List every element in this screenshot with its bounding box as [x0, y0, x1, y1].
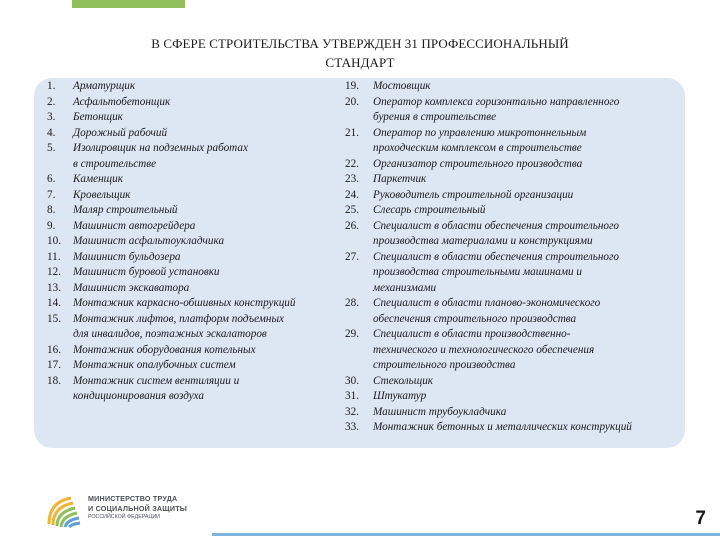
list-item-number: 20. [345, 95, 359, 108]
list-item [47, 172, 347, 188]
list-item-text: Специалист в области обеспечения строительного [373, 250, 619, 263]
list-item-number: 25. [345, 204, 359, 216]
list-item [47, 281, 347, 297]
list-item-text: Машинист трубоукладчика [373, 405, 507, 418]
list-item-number: 28. [345, 297, 359, 309]
list-item-text: Стекольщик [373, 374, 434, 387]
list-item [345, 95, 683, 111]
list-item-number: 24. [345, 188, 359, 201]
page-title [60, 34, 660, 72]
ministry-line-1: МИНИСТЕРСТВО ТРУДА [88, 494, 178, 503]
list-item [47, 219, 347, 235]
list-item [345, 250, 683, 266]
list-item-text: Машинист автогрейдера [73, 219, 196, 232]
list-item-number: 12. [47, 266, 61, 278]
list-item [47, 265, 347, 281]
footer-divider [212, 533, 720, 536]
list-item-text: Оператор по управлению микротоннельным [373, 126, 587, 139]
list-item [345, 265, 683, 281]
list-item [345, 296, 683, 312]
list-item-number: 23. [345, 173, 359, 185]
list-item [345, 281, 683, 297]
list-item-text: Монтажник систем вентиляции и [73, 374, 240, 387]
list-item-number: 1. [47, 80, 56, 92]
list-item [47, 234, 347, 250]
list-item-number: 29. [345, 328, 359, 340]
list-item [345, 234, 683, 250]
ministry-line-3: РОССИЙСКОЙ ФЕДЕРАЦИИ [88, 514, 160, 520]
list-item-text: Дорожный рабочий [73, 126, 168, 139]
list-item [47, 141, 347, 157]
list-item-text: механизмами [373, 281, 437, 294]
list-item-text: проходческим комплексом в строительстве [373, 142, 582, 154]
list-item [47, 374, 347, 390]
list-item [47, 110, 347, 126]
list-item-number: 32. [345, 405, 359, 418]
list-item-text: Монтажник оборудования котельных [73, 343, 256, 356]
list-item-number: 3. [47, 111, 56, 123]
list-item [47, 296, 347, 312]
list-item-text: в строительстве [73, 157, 157, 170]
list-item-text: Мостовщик [373, 80, 431, 92]
list-item-number: 30. [345, 374, 359, 387]
list-item [345, 358, 683, 374]
list-item [345, 420, 683, 436]
list-item-text: Организатор строительного производства [373, 157, 583, 170]
list-item [47, 389, 347, 405]
list-item [47, 203, 347, 219]
list-item-number: 22. [345, 157, 359, 170]
list-item-number: 17. [47, 359, 61, 371]
list-item [345, 389, 683, 405]
list-item-number: 31. [345, 390, 359, 402]
list-item-text: Монтажник опалубочных систем [73, 359, 236, 371]
list-item-text: Арматурщик [73, 80, 136, 92]
list-item-text: технического и технологического обеспечения [373, 343, 595, 356]
list-item-text: производства материалами и конструкциями [373, 235, 593, 247]
ministry-name [88, 494, 187, 521]
list-item-text: Кровельщик [73, 188, 131, 201]
list-item-text: Маляр строительный [73, 204, 178, 216]
list-item [345, 172, 683, 188]
list-item-text: Монтажник каркасно-обшивных конструкций [73, 297, 296, 309]
list-item [345, 141, 683, 157]
list-item [47, 126, 347, 142]
list-item-text: Бетонщик [73, 111, 123, 123]
list-item-text: Изолировщик на подземных работах [73, 142, 248, 154]
list-item-number: 19. [345, 80, 359, 92]
list-item-text: Асфальтобетонщик [73, 95, 171, 108]
list-item-number: 14. [47, 297, 61, 309]
list-item [47, 343, 347, 359]
left-standards-list [47, 79, 347, 405]
list-item-text: Оператор комплекса горизонтально направленного [373, 95, 620, 108]
list-item-text: обеспечения строительного производства [373, 312, 577, 325]
list-item-text: Машинист бульдозера [73, 250, 181, 263]
list-item [345, 126, 683, 142]
list-item-text: для инвалидов, поэтажных эскалаторов [73, 328, 267, 340]
list-item-text: Машинист буровой установки [73, 266, 220, 278]
list-item-number: 33. [345, 421, 359, 433]
list-item-number: 21. [345, 126, 359, 139]
list-item-number: 2. [47, 95, 56, 108]
list-item [345, 374, 683, 390]
list-item-number: 13. [47, 281, 61, 294]
list-item-number: 27. [345, 250, 359, 263]
list-item [47, 358, 347, 374]
list-item-number: 8. [47, 204, 56, 216]
list-item [47, 95, 347, 111]
list-item [345, 405, 683, 421]
list-item-text: производства строительными машинами и [373, 266, 583, 278]
list-item-text: бурения в строительстве [373, 111, 497, 123]
list-item-text: Слесарь строительный [373, 204, 486, 216]
list-item-text: Специалист в области производственно- [373, 328, 571, 340]
list-item [345, 343, 683, 359]
title-line-1: В СФЕРЕ СТРОИТЕЛЬСТВА УТВЕРЖДЕН 31 ПРОФЕССИОНАЛЬНЫЙ [151, 36, 569, 51]
list-item-text: строительного производства [373, 359, 516, 371]
list-item [47, 157, 347, 173]
list-item [345, 157, 683, 173]
list-item-number: 15. [47, 312, 61, 325]
list-item [345, 79, 683, 95]
list-item-text: Каменщик [73, 173, 123, 185]
list-item [345, 219, 683, 235]
list-item [345, 327, 683, 343]
list-item-number: 5. [47, 142, 56, 154]
page-number: 7 [695, 508, 706, 529]
list-item [345, 188, 683, 204]
list-item [47, 312, 347, 328]
list-item-text: Штукатур [373, 390, 427, 402]
list-item-number: 9. [47, 219, 56, 232]
list-item [47, 188, 347, 204]
list-item-text: Паркетчик [373, 173, 427, 185]
ministry-logo-icon [45, 494, 81, 528]
list-item [345, 110, 683, 126]
top-accent-bar [72, 0, 185, 8]
right-standards-list [345, 79, 683, 436]
list-item-text: Специалист в области планово-экономического [373, 297, 601, 309]
list-item [345, 203, 683, 219]
list-item-number: 4. [47, 126, 56, 139]
ministry-line-2: И СОЦИАЛЬНОЙ ЗАЩИТЫ [88, 503, 188, 513]
list-item-number: 7. [47, 188, 56, 201]
list-item-text: Машинист экскаватора [73, 281, 190, 294]
list-item-text: кондиционирования воздуха [73, 390, 204, 402]
list-item-text: Руководитель строительной организации [373, 188, 574, 201]
list-item-number: 16. [47, 343, 61, 356]
list-item-number: 6. [47, 173, 56, 185]
list-item-number: 10. [47, 235, 61, 247]
list-item [47, 327, 347, 343]
list-item [47, 79, 347, 95]
list-item-text: Специалист в области обеспечения строительного [373, 219, 619, 232]
list-item-number: 18. [47, 374, 61, 387]
list-item-text: Монтажник лифтов, платформ подъемных [73, 312, 285, 325]
list-item-text: Монтажник бетонных и металлических конструкций [373, 421, 632, 433]
list-item-text: Машинист асфальтоукладчика [73, 235, 225, 247]
title-line-2: СТАНДАРТ [325, 55, 395, 70]
list-item-number: 11. [47, 250, 61, 263]
list-item [345, 312, 683, 328]
list-item-number: 26. [345, 219, 359, 232]
list-item [47, 250, 347, 266]
